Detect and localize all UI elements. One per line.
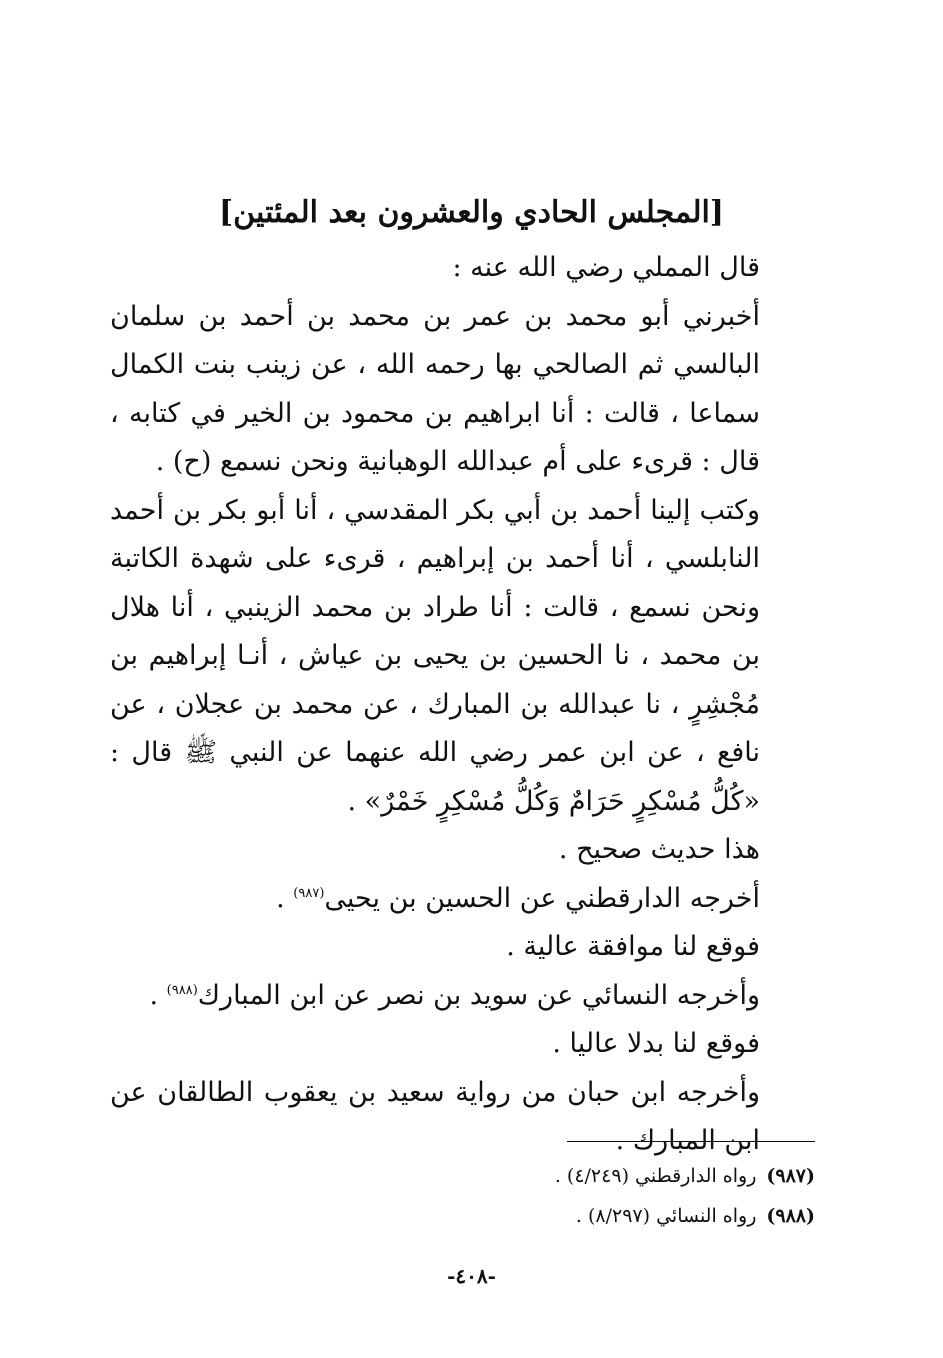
paragraph-takhrij-2 (110, 972, 760, 1021)
takhrij-2-end: . (149, 979, 167, 1011)
footnote-ref-987: (٩٨٧) (293, 885, 325, 901)
takhrij-1-text: أخرجه الدارقطني عن الحسين بن يحيى (324, 882, 760, 914)
paragraph-badal: فوقع لنا بدلا عاليا . (552, 1028, 760, 1059)
paragraph-muwafaqa: فوقع لنا موافقة عالية . (506, 931, 760, 962)
takhrij-2-text: وأخرجه النسائي عن سويد بن نصر عن ابن المبارك (197, 979, 760, 1011)
page-number: -٤٠٨- (447, 1264, 496, 1288)
footnote-number: (٩٨٧) (766, 1165, 815, 1187)
footnote-ref-988: (٩٨٨) (166, 982, 198, 998)
paragraph-hadith-grade: هذا حديث صحيح . (558, 834, 760, 865)
footnote-text: رواه الدارقطني (٤/٢٤٩) . (554, 1165, 757, 1187)
paragraph-isnad-2: وكتب إلينا أحمد بن أبي بكر المقدسي ، أنا أبو بكر بن أحمد النابلسي ، أنا أحمد بن إبراهيم ، قرىء على شهدة الكاتبة ونحن نسمع ، قالت : أنا طراد بن محمد الزينبي ، أنا هلال بن محمد ، نا الحسين بن يحيى بن عياش ، أنـا إبراهيم بن مُجْشِرٍ ، نا عبدالله بن المبارك ، عن محمد بن عجلان ، عن نافع ، عن ابن عمر رضي الله عنهما عن النبي ﷺ قال : «كُلُّ مُسْكِرٍ حَرَامٌ وَكُلُّ مُسْكِرٍ خَمْرٌ» . (110, 494, 760, 817)
takhrij-1-end: . (276, 882, 294, 914)
page-title: [المجلس الحادي والعشرون بعد المئتين] (218, 195, 724, 230)
footnotes (215, 1156, 815, 1236)
footnote-number: (٩٨٨) (766, 1205, 815, 1227)
paragraph-takhrij-3: وأخرجه ابن حبان من رواية سعيد بن يعقوب الطالقان عن ابن المبارك . (110, 1076, 760, 1156)
footnote-divider (567, 1141, 815, 1142)
footnote-987 (215, 1156, 815, 1196)
footnote-988 (215, 1196, 815, 1236)
paragraph-isnad-1: أخبرني أبو محمد بن عمر بن محمد بن أحمد بن سلمان البالسي ثم الصالحي بها رحمه الله ، عن زينب بنت الكمال سماعا ، قالت : أنا ابراهيم بن محمود بن الخير في كتابه ، قال : قرىء على أم عبدالله الوهبانية ونحن نسمع (ح) . (110, 300, 760, 477)
body-text (110, 244, 760, 1166)
paragraph-intro: قال المملي رضي الله عنه : (452, 252, 760, 283)
paragraph-takhrij-1 (110, 875, 760, 924)
footnote-text: رواه النسائي (٨/٢٩٧) . (575, 1205, 757, 1227)
